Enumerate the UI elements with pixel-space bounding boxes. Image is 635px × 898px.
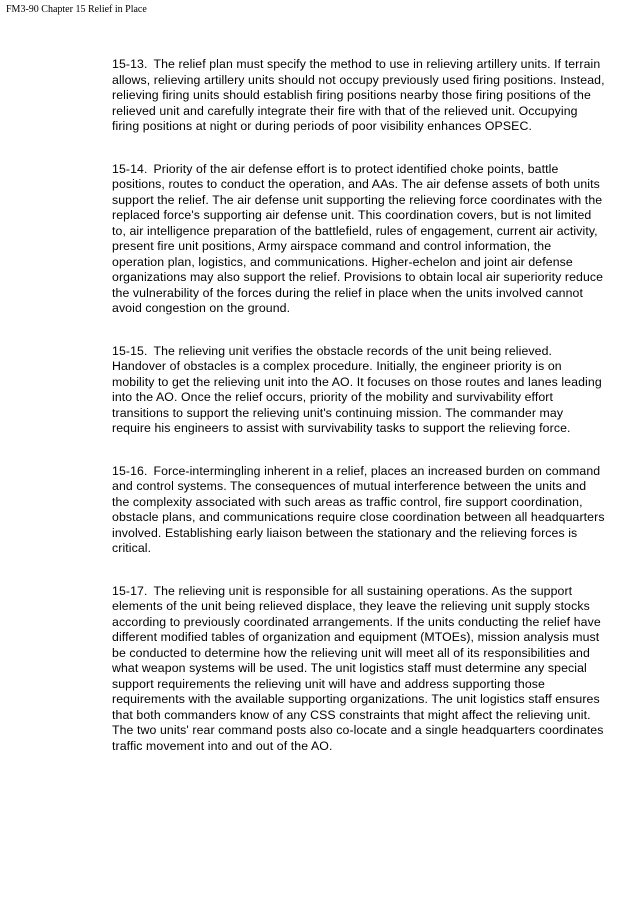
paragraph-15-17	[112, 584, 605, 755]
paragraph-15-14	[112, 162, 605, 317]
paragraph-text: The relief plan must specify the method to use in relieving artillery units. If terrain allows, relieving artillery units should not occupy previously used firing positions. Instead, relieving firing units should establish firing positions nearby those firing positions of the relieved unit and carefully integrate their fire with that of the relieved unit. Occupying firing positions at night or during periods of poor visibility enhances OPSEC.	[112, 57, 605, 133]
paragraph-number: 15-17.	[112, 583, 148, 598]
paragraph-15-13	[112, 57, 605, 135]
paragraph-text: Force-intermingling inherent in a relief, places an increased burden on command and control systems. The consequences of mutual interference between the units and the complexity associated with such areas as traffic control, fire support coordination, obstacle plans, and communications require close coordination between all headquarters involved. Establishing early liaison between the stationary and the relieving forces is critical.	[112, 463, 605, 555]
paragraph-15-16	[112, 464, 605, 557]
paragraph-text: The relieving unit verifies the obstacle records of the unit being relieved. Handover of obstacles is a complex procedure. Initially, the engineer priority is on mobility to get the relieving unit into the AO. It focuses on those routes and lanes leading into the AO. Once the relief occurs, priority of the mobility and survivability effort transitions to support the relieving unit's continuing mission. The commander may require his engineers to assist with survivability tasks to support the relieving force.	[112, 343, 602, 435]
running-header: FM3-90 Chapter 15 Relief in Place	[6, 4, 147, 15]
paragraph-text: The relieving unit is responsible for all sustaining operations. As the support elements of the unit being relieved displace, they leave the relieving unit supply stocks according to previously coordinated arrangements. If the units conducting the relief have different modified tables of organization and equipment (MTOEs), mission analysis must be conducted to determine how the relieving unit will meet all of its responsibilities and what weapon systems will be used. The unit logistics staff must determine any special support requirements the relieving unit will have and address supporting those requirements with the available supporting organizations. The unit logistics staff ensures that both commanders know of any CSS constraints that might affect the relieving unit. The two units' rear command posts also co-locate and a single headquarters coordinates traffic movement into and out of the AO.	[112, 583, 604, 753]
paragraph-15-15	[112, 344, 605, 437]
document-body	[112, 57, 605, 781]
paragraph-text: Priority of the air defense effort is to protect identified choke points, battle positions, routes to conduct the operation, and AAs. The air defense assets of both units support the relief. The air defense unit supporting the relieving force coordinates with the replaced force's supporting air defense unit. This coordination covers, but is not limited to, air intelligence preparation of the battlefield, rules of engagement, current air activity, present fire unit positions, Army airspace command and control information, the operation plan, logistics, and communications. Higher-echelon and joint air defense organizations may also support the relief. Provisions to obtain local air superiority reduce the vulnerability of the forces during the relief in place when the units involved cannot avoid congestion on the ground.	[112, 161, 604, 315]
paragraph-number: 15-13.	[112, 57, 148, 71]
paragraph-number: 15-14.	[112, 161, 148, 176]
paragraph-number: 15-16.	[112, 463, 148, 478]
paragraph-number: 15-15.	[112, 343, 148, 358]
